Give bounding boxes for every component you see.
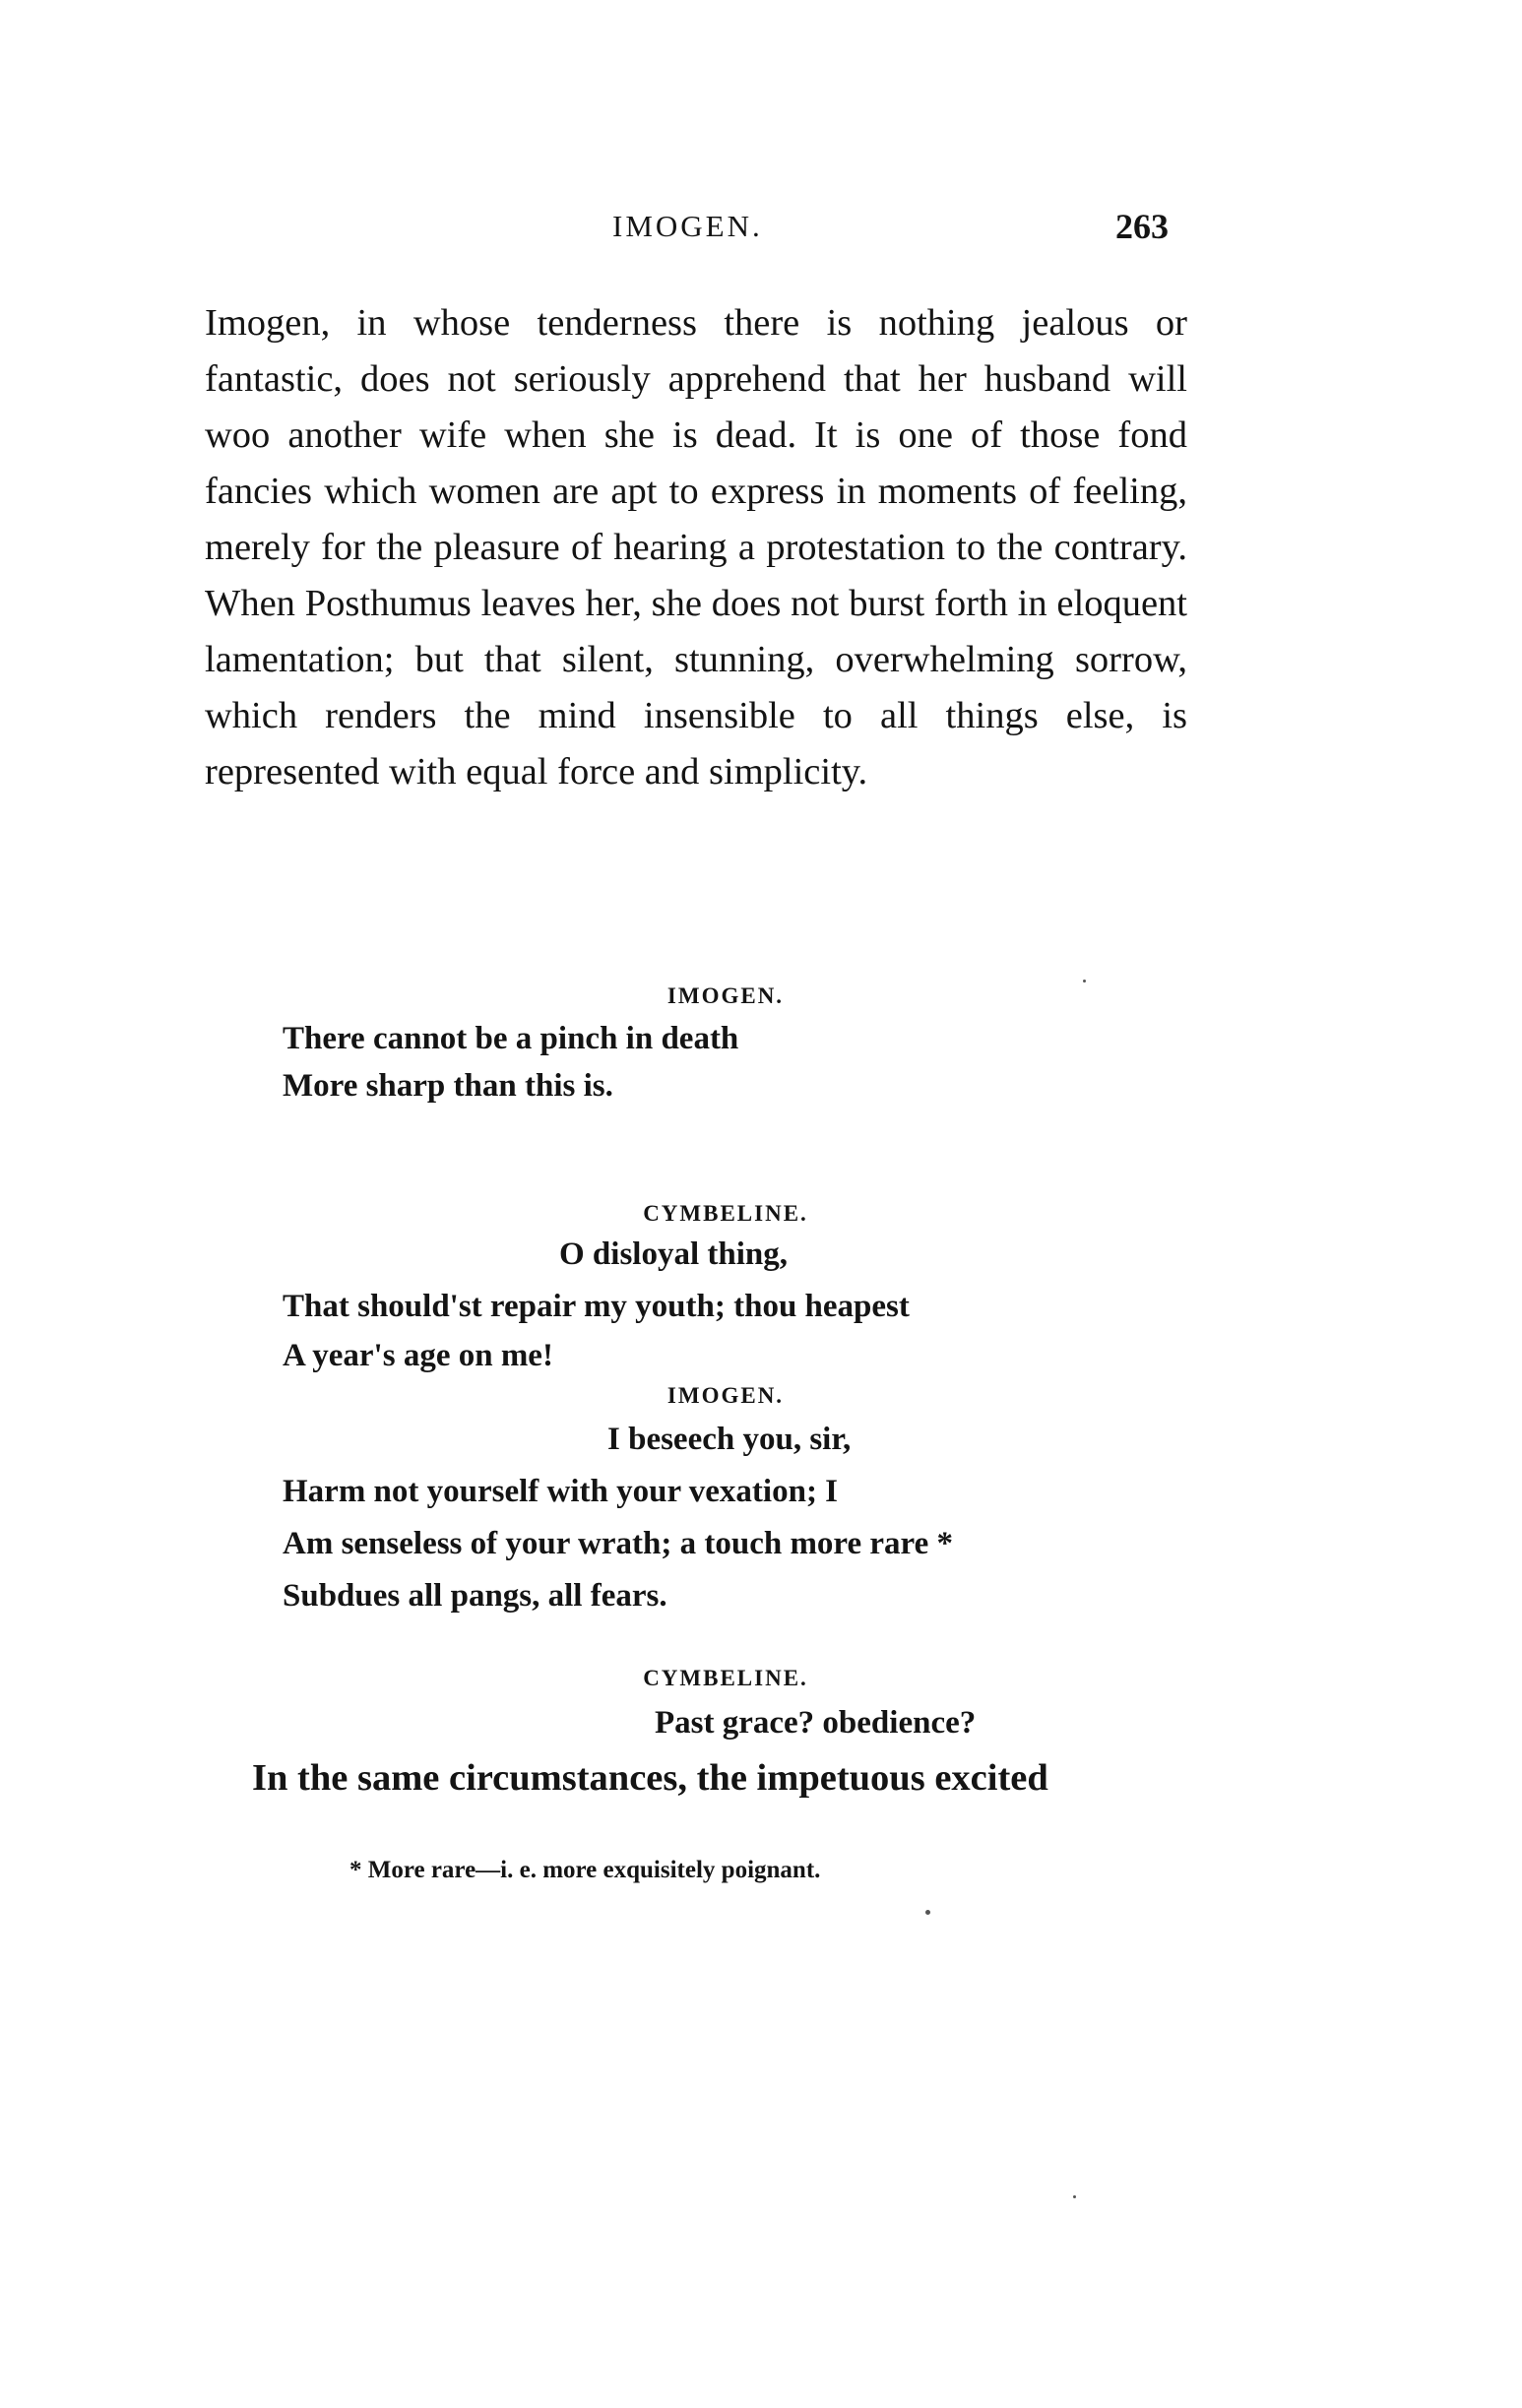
verse-line: There cannot be a pinch in death — [283, 1021, 739, 1056]
speaker-name: IMOGEN. — [666, 1383, 785, 1408]
print-speck — [1073, 2195, 1076, 2198]
page-number: 263 — [1115, 207, 1169, 246]
verse-line: O disloyal thing, — [559, 1236, 788, 1272]
closing-sentence: In the same circumstances, the impetuous excited — [252, 1757, 1048, 1799]
verse-line: A year's age on me! — [283, 1338, 553, 1373]
verse-line: More sharp than this is. — [283, 1068, 613, 1104]
running-title: IMOGEN. — [612, 209, 763, 243]
speaker-name: CYMBELINE. — [643, 1201, 808, 1226]
speaker-name: IMOGEN. — [666, 983, 785, 1008]
verse-line: Past grace? obedience? — [655, 1705, 977, 1741]
verse-line: That should'st repair my youth; thou heapest — [283, 1289, 910, 1324]
footnote: * More rare—i. e. more exquisitely poignant. — [349, 1857, 821, 1883]
verse-line: Am senseless of your wrath; a touch more rare * — [283, 1526, 953, 1561]
print-speck — [925, 1910, 930, 1915]
speaker-name: CYMBELINE. — [643, 1666, 808, 1690]
print-speck — [1083, 980, 1086, 982]
verse-line: I beseech you, sir, — [607, 1422, 852, 1457]
verse-line: Subdues all pangs, all fears. — [283, 1578, 667, 1614]
prose-paragraph: Imogen, in whose tenderness there is nothing jealous or fantastic, does not seriously apprehend that her husband will woo another wife when she is dead. It is one of those fond fancies which women are apt to express in moments of feeling, merely for the pleasure of hearing a protestation to the contrary. When Posthumus leaves her, she does not burst forth in eloquent lamentation; but that silent, stunning, overwhelming sorrow, which renders the mind insensible to all things else, is represented with equal force and simplicity. — [205, 302, 1187, 792]
running-head — [0, 197, 1522, 256]
verse-line: Harm not yourself with your vexation; I — [283, 1474, 839, 1509]
